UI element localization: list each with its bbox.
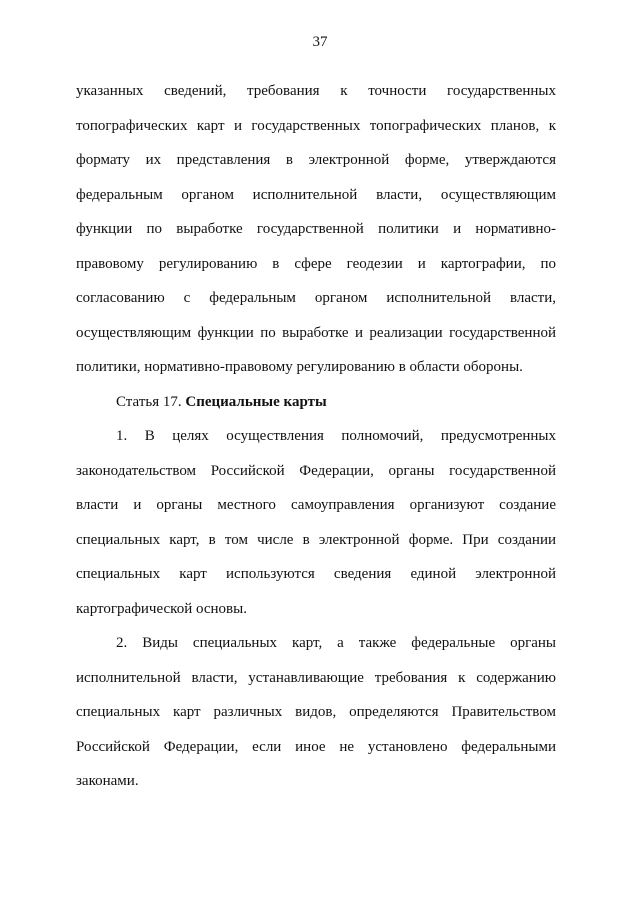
article-title: Специальные карты [185, 393, 327, 410]
text-line: функции по выработке государственной политики и нормативно- [76, 221, 556, 237]
text-line: 1. В целях осуществления полномочий, предусмотренных [116, 428, 556, 444]
text-line: специальных карт различных видов, определяются Правительством [76, 704, 556, 720]
text-line: федеральным органом исполнительной власти, осуществляющим [76, 186, 556, 203]
clause-1 [76, 419, 556, 626]
text-line: власти и органы местного самоуправления организуют создание [76, 497, 556, 513]
text-line: политики, нормативно-правовому регулированию в области обороны. [76, 359, 523, 375]
text-line: картографической основы. [76, 600, 247, 617]
text-line: формату их представления в электронной форме, утверждаются [76, 152, 556, 168]
document-body [76, 74, 556, 799]
clause-2 [76, 626, 556, 799]
text-line: специальных карт, в том числе в электронной форме. При создании [76, 531, 556, 548]
text-line: осуществляющим функции по выработке и реализации государственной [76, 324, 556, 341]
paragraph-intro [76, 74, 556, 385]
text-line: Российской Федерации, если иное не установлено федеральными [76, 738, 556, 755]
text-line: специальных карт используются сведения единой электронной [76, 566, 556, 582]
page-number: 37 [312, 34, 328, 50]
text-line: законодательством Российской Федерации, органы государственной [76, 462, 556, 479]
text-line: исполнительной власти, устанавливающие требования к содержанию [76, 669, 556, 686]
text-line: законами. [76, 773, 139, 789]
text-line: топографических карт и государственных топографических планов, к [76, 117, 556, 134]
text-line: указанных сведений, требования к точности государственных [76, 83, 556, 99]
text-line: 2. Виды специальных карт, а также федеральные органы [116, 635, 556, 651]
article-label: Статья 17. [116, 393, 182, 410]
article-heading [76, 385, 556, 420]
text-line: правовому регулированию в сфере геодезии и картографии, по [76, 255, 556, 272]
text-line: согласованию с федеральным органом исполнительной власти, [76, 290, 556, 306]
